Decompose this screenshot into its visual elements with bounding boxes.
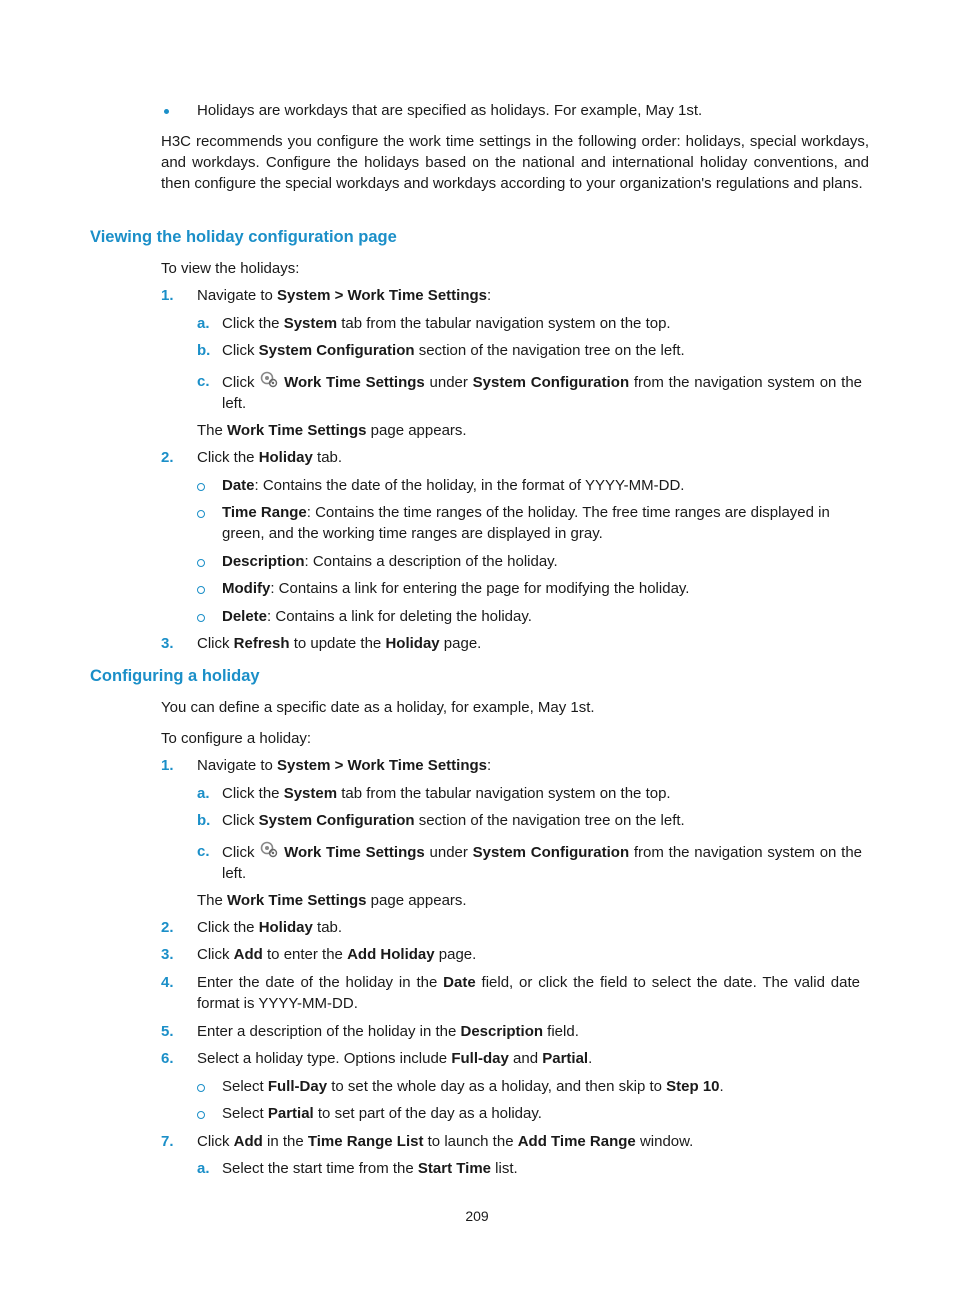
section-heading-configuring: Configuring a holiday — [90, 667, 260, 685]
substep-letter: b. — [197, 342, 211, 359]
config-step-7: Click Add in the Time Range List to launch the Add Time Range window. — [197, 1133, 694, 1150]
config-step-1c: Click Work Time Settings under System Configuration from the navigation system on the left. — [222, 841, 862, 884]
config-intro: You can define a specific date as a holiday, for example, May 1st. — [161, 699, 595, 716]
step-number: 7. — [161, 1133, 174, 1150]
substep-letter: a. — [197, 315, 210, 332]
field-description: Description: Contains a description of the holiday. — [222, 553, 558, 570]
step-number: 4. — [161, 974, 174, 991]
substep-letter: c. — [197, 373, 210, 390]
circle-bullet-icon — [197, 586, 205, 594]
field-date: Date: Contains the date of the holiday, in the format of YYYY-MM-DD. — [222, 477, 685, 494]
config-step-3: Click Add to enter the Add Holiday page. — [197, 946, 477, 963]
substep-letter: a. — [197, 785, 210, 802]
gear-icon — [259, 371, 279, 389]
view-step-2: Click the Holiday tab. — [197, 449, 343, 466]
intro-recommend: H3C recommends you configure the work time settings in the following order: holidays, special workdays, and workdays. Configure the holidays based on the national and international holiday conventions, and then configure the special workdays and workdays according to your organization's regulations and plans. — [161, 133, 869, 192]
view-step-1a: Click the System tab from the tabular navigation system on the top. — [222, 315, 671, 332]
step-number: 2. — [161, 449, 174, 466]
section-heading-viewing: Viewing the holiday configuration page — [90, 228, 397, 246]
config-lead: To configure a holiday: — [161, 730, 312, 747]
step-number: 3. — [161, 946, 174, 963]
gear-icon — [259, 841, 279, 859]
page-number: 209 — [465, 1208, 489, 1224]
substep-letter: a. — [197, 1160, 210, 1177]
config-step-2: Click the Holiday tab. — [197, 919, 343, 936]
circle-bullet-icon — [197, 1111, 205, 1119]
field-modify: Modify: Contains a link for entering the page for modifying the holiday. — [222, 580, 690, 597]
circle-bullet-icon — [197, 1084, 205, 1092]
step-number: 5. — [161, 1023, 174, 1040]
circle-bullet-icon — [197, 483, 205, 491]
view-step-1b: Click System Configuration section of the navigation tree on the left. — [222, 342, 685, 359]
substep-letter: c. — [197, 843, 210, 860]
config-step-5: Enter a description of the holiday in the Description field. — [197, 1023, 579, 1040]
field-time-range: Time Range: Contains the time ranges of the holiday. The free time ranges are displayed in green, and the working time ranges are displayed in gray. — [222, 504, 830, 542]
view-lead: To view the holidays: — [161, 260, 300, 277]
config-step-1: Navigate to System > Work Time Settings: — [197, 757, 492, 774]
circle-bullet-icon — [197, 614, 205, 622]
view-step-1: Navigate to System > Work Time Settings: — [197, 287, 492, 304]
view-step-3: Click Refresh to update the Holiday page. — [197, 635, 482, 652]
config-step-1a: Click the System tab from the tabular navigation system on the top. — [222, 785, 671, 802]
field-delete: Delete: Contains a link for deleting the holiday. — [222, 608, 532, 625]
config-step-6: Select a holiday type. Options include Full-day and Partial. — [197, 1050, 593, 1067]
intro-bullet-text: Holidays are workdays that are specified as holidays. For example, May 1st. — [197, 102, 703, 119]
view-step-1c: Click Work Time Settings under System Configuration from the navigation system on the left. — [222, 371, 862, 414]
step-number: 1. — [161, 757, 174, 774]
config-step-1b: Click System Configuration section of the navigation tree on the left. — [222, 812, 685, 829]
config-step-4: Enter the date of the holiday in the Date field, or click the field to select the date. The valid date format is YYYY-MM-DD. — [197, 974, 860, 1012]
bullet-icon — [164, 109, 169, 114]
config-step-7a: Select the start time from the Start Time list. — [222, 1160, 518, 1177]
step-number: 6. — [161, 1050, 174, 1067]
step-number: 3. — [161, 635, 174, 652]
substep-letter: b. — [197, 812, 211, 829]
step-number: 2. — [161, 919, 174, 936]
step-number: 1. — [161, 287, 174, 304]
config-appears: The Work Time Settings page appears. — [197, 892, 467, 909]
circle-bullet-icon — [197, 559, 205, 567]
config-option-full-day: Select Full-Day to set the whole day as a holiday, and then skip to Step 10. — [222, 1078, 724, 1095]
circle-bullet-icon — [197, 510, 205, 518]
view-appears: The Work Time Settings page appears. — [197, 422, 467, 439]
config-option-partial: Select Partial to set part of the day as a holiday. — [222, 1105, 542, 1122]
